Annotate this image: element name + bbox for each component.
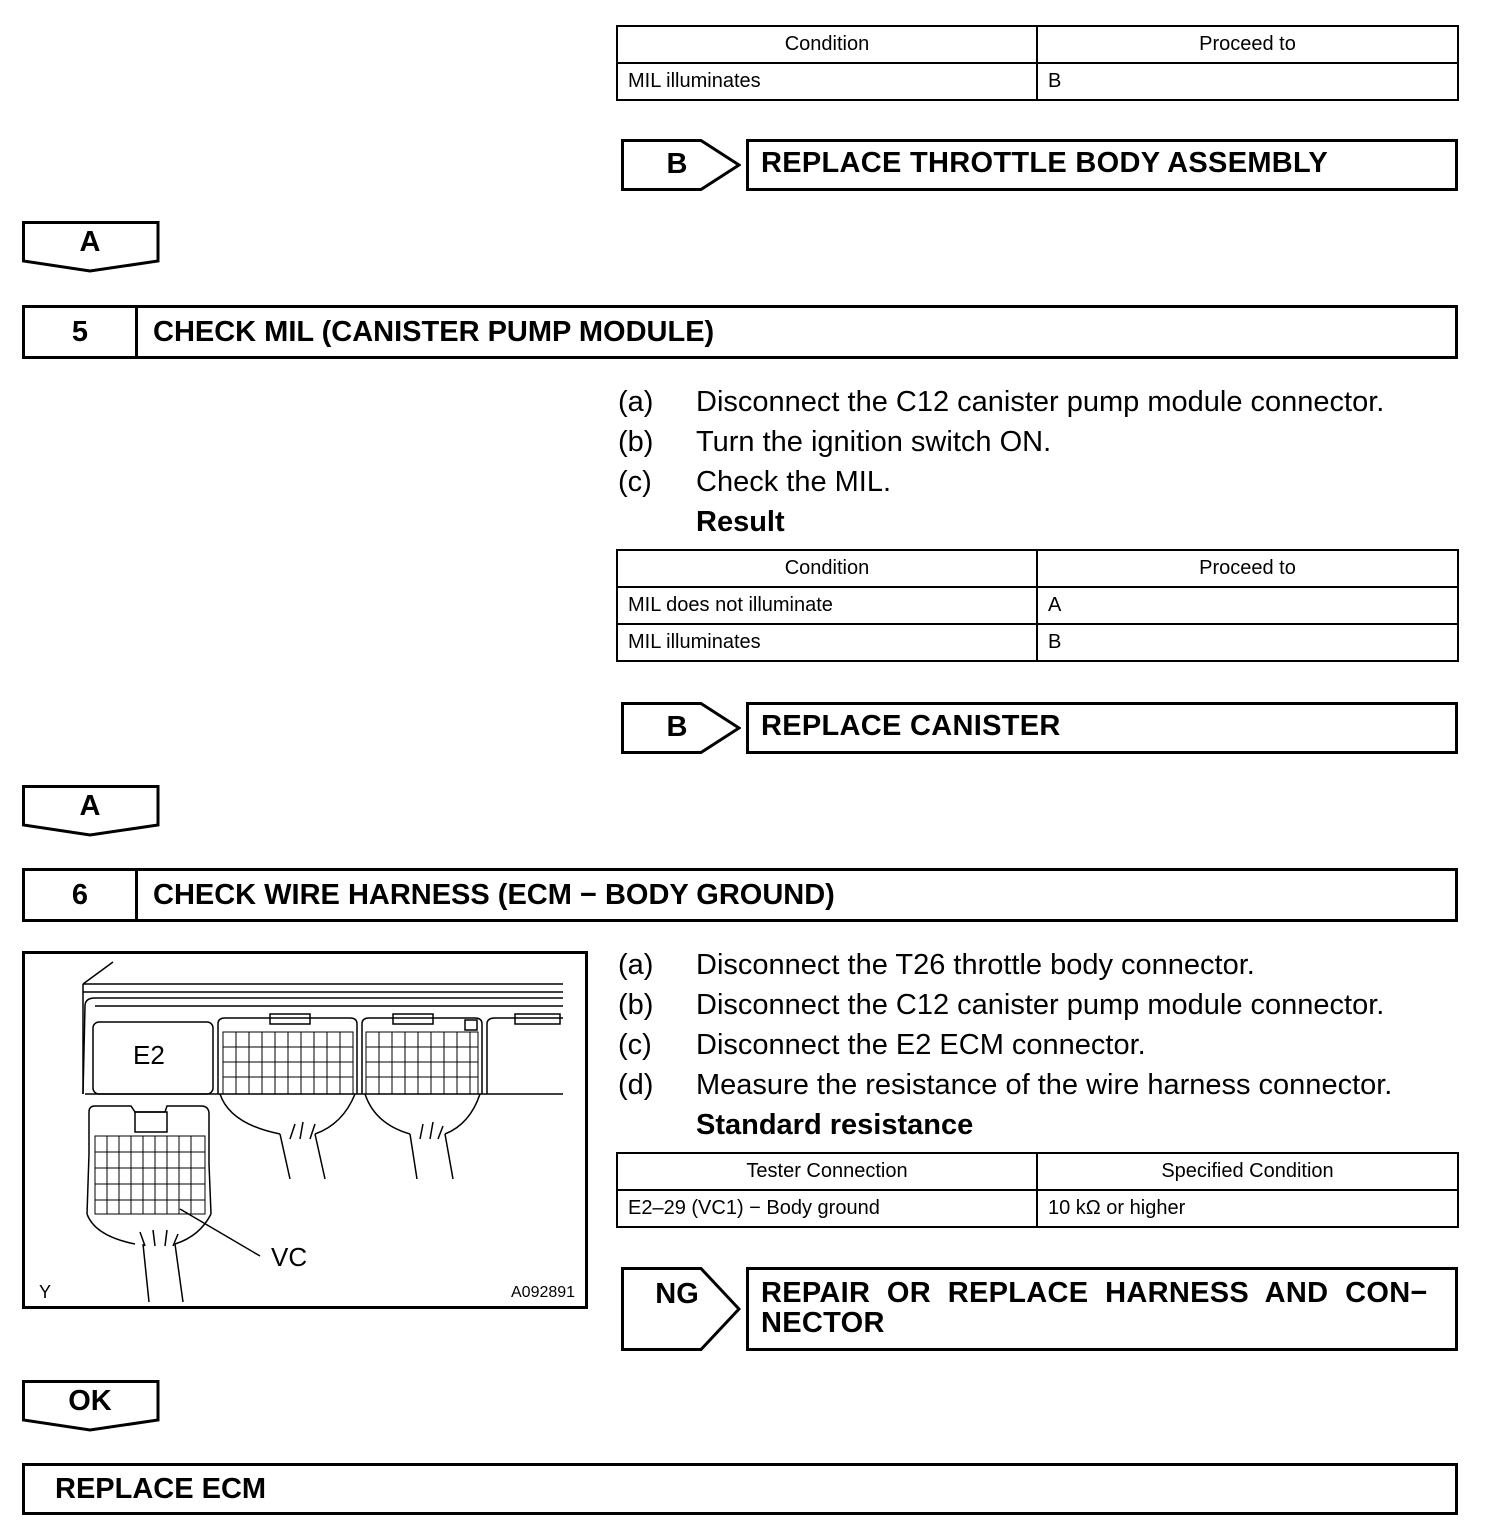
figure-id: A092891 [511, 1284, 576, 1301]
step-title: CHECK MIL (CANISTER PUMP MODULE) [153, 316, 715, 348]
final-action-replace-ecm: REPLACE ECM [22, 1463, 1458, 1515]
continue-tag-label: A [79, 226, 101, 258]
continue-tag-label: A [79, 790, 101, 822]
header-proceed-to: Proceed to [1037, 26, 1458, 63]
pin-label-vc: VC [271, 1242, 308, 1272]
action-text-line-2: NECTOR [761, 1307, 885, 1339]
cell-proceed: A [1037, 587, 1458, 624]
cell-proceed: B [1037, 63, 1458, 100]
instruction-label: (b) [618, 989, 654, 1021]
instruction-label: (c) [618, 1029, 652, 1061]
instruction-text: Check the MIL. [696, 466, 892, 498]
cell-specified-condition: 10 kΩ or higher [1037, 1190, 1458, 1227]
table-row [617, 587, 1458, 624]
jump-tag-ng [621, 1267, 741, 1351]
result-label: Result [696, 506, 785, 538]
continue-tag-a-1 [22, 221, 162, 273]
table-row [617, 1190, 1458, 1227]
header-tester-connection: Tester Connection [617, 1153, 1037, 1190]
instruction-label: (b) [618, 426, 654, 458]
cell-condition: MIL illuminates [617, 624, 1037, 661]
instruction-text: Measure the resistance of the wire harness connector. [696, 1069, 1393, 1101]
instruction-item [618, 382, 1384, 422]
table-row [617, 624, 1458, 661]
instruction-text: Disconnect the C12 canister pump module connector. [696, 386, 1385, 418]
step-number: 5 [25, 308, 138, 356]
jump-tag-b-canister [621, 702, 741, 754]
instruction-text: Turn the ignition switch ON. [696, 426, 1052, 458]
instruction-label: (a) [618, 386, 654, 418]
cell-tester-connection: E2–29 (VC1) − Body ground [617, 1190, 1037, 1227]
action-replace-throttle-body: REPLACE THROTTLE BODY ASSEMBLY [746, 139, 1458, 191]
step-number: 6 [25, 871, 138, 919]
instruction-item [618, 422, 1051, 462]
jump-tag-label: NG [655, 1278, 699, 1310]
cell-condition: MIL does not illuminate [617, 587, 1037, 624]
cell-proceed: B [1037, 624, 1458, 661]
top-condition-table [616, 25, 1459, 101]
step-6-resistance-table [616, 1152, 1459, 1228]
instruction-item [618, 462, 891, 502]
continue-tag-label: OK [68, 1385, 112, 1417]
action-text-line-1: REPAIR OR REPLACE HARNESS AND CON− [761, 1277, 1428, 1309]
jump-tag-label: B [666, 711, 688, 743]
instruction-text: Disconnect the C12 canister pump module connector. [696, 989, 1385, 1021]
instruction-text: Disconnect the T26 throttle body connector. [696, 949, 1255, 981]
instruction-text: Disconnect the E2 ECM connector. [696, 1029, 1146, 1061]
jump-tag-b-throttle [621, 139, 741, 191]
header-condition: Condition [617, 26, 1037, 63]
corner-mark: Y [39, 1282, 52, 1302]
ecm-connector-diagram [22, 951, 588, 1309]
instruction-item [618, 985, 1384, 1025]
header-specified-condition: Specified Condition [1037, 1153, 1458, 1190]
step-6-header [22, 868, 1458, 922]
cell-condition: MIL illuminates [617, 63, 1037, 100]
header-proceed-to: Proceed to [1037, 550, 1458, 587]
instruction-label: (d) [618, 1069, 654, 1101]
continue-tag-a-2 [22, 785, 162, 837]
continue-tag-ok [22, 1380, 162, 1432]
header-condition: Condition [617, 550, 1037, 587]
standard-resistance-label: Standard resistance [696, 1109, 974, 1141]
action-replace-canister: REPLACE CANISTER [746, 702, 1458, 754]
step-5-result-table [616, 549, 1459, 662]
instruction-item [618, 945, 1255, 985]
step-title: CHECK WIRE HARNESS (ECM − BODY GROUND) [153, 879, 835, 911]
table-header-row [617, 1153, 1458, 1190]
instruction-item [618, 1025, 1146, 1065]
table-header-row [617, 26, 1458, 63]
table-row [617, 63, 1458, 100]
jump-tag-label: B [666, 148, 688, 180]
table-header-row [617, 550, 1458, 587]
instruction-label: (a) [618, 949, 654, 981]
connector-label-e2: E2 [133, 1040, 165, 1070]
step-5-header [22, 305, 1458, 359]
instruction-label: (c) [618, 466, 652, 498]
action-repair-harness [746, 1267, 1458, 1351]
instruction-item [618, 1065, 1392, 1105]
